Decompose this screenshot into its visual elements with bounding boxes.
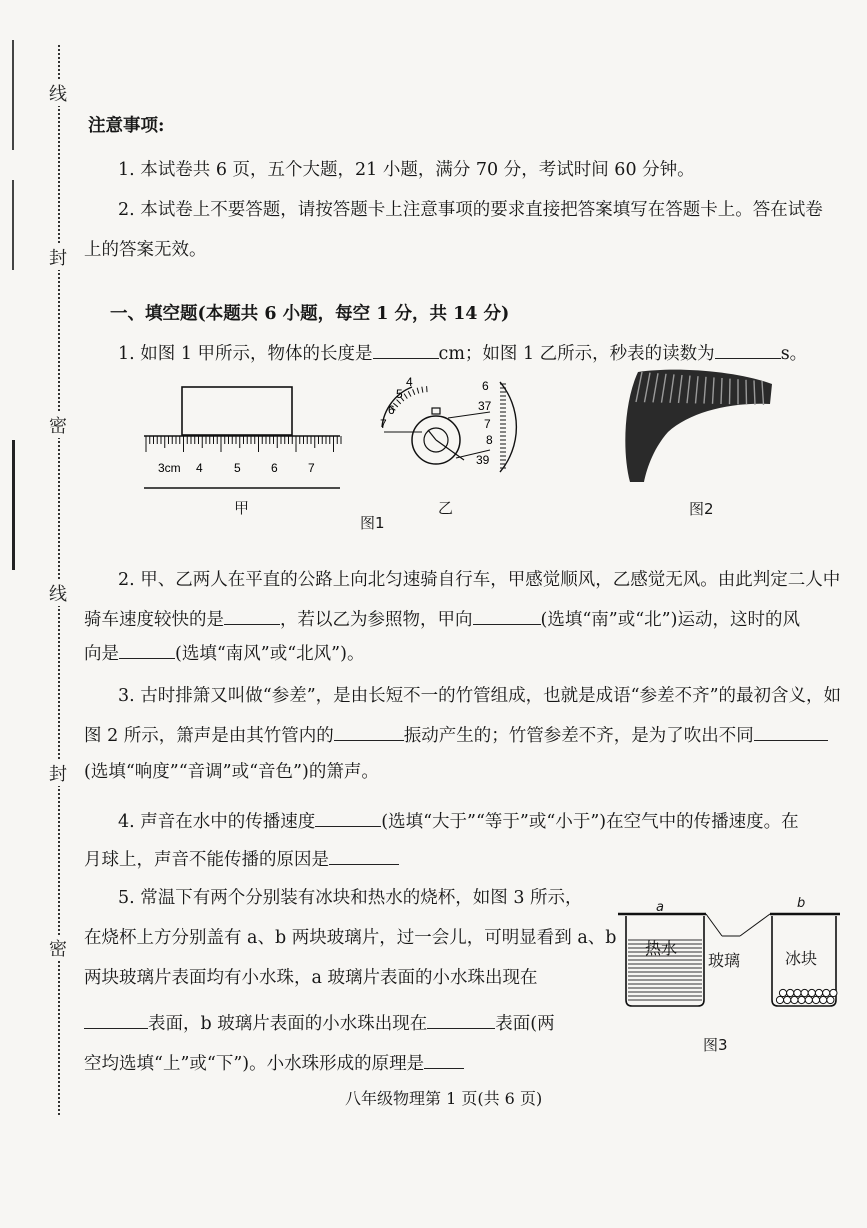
q1-text-a: 1. 如图 1 甲所示，物体的长度是 — [118, 344, 373, 364]
ruler-label: 4 — [196, 461, 203, 475]
q2-text: (选填“南”或“北”)运动，这时的风 — [540, 610, 800, 630]
label-b: b — [797, 896, 806, 911]
ruler-ticks — [146, 436, 341, 452]
q4-text: 4. 声音在水中的传播速度 — [118, 812, 316, 832]
q3-text: 图 2 所示，箫声是由其竹管内的 — [84, 726, 334, 746]
label-ice: 冰块 — [785, 949, 818, 968]
answer-blank[interactable] — [329, 848, 399, 865]
question-5-line-3: 两块玻璃片表面均有小水珠，a 玻璃片表面的小水珠出现在 — [84, 968, 538, 988]
edge-fill-line — [12, 40, 14, 150]
answer-blank[interactable] — [373, 342, 439, 359]
q2-text: 向是 — [84, 644, 119, 664]
label-glass: 玻璃 — [708, 951, 741, 970]
question-3-line-3: (选填“响度”“音调”或“音色”)的箫声。 — [84, 762, 379, 782]
section-title: 一、填空题(本题共 6 小题，每空 1 分，共 14 分) — [110, 304, 510, 324]
stopwatch-crown — [432, 408, 440, 414]
question-2-line-1: 2. 甲、乙两人在平直的公路上向北匀速骑自行车，甲感觉顺风，乙感觉无风。由此判定二人中 — [118, 570, 841, 590]
small-dial-label: 7 — [380, 417, 387, 431]
question-3-line-1: 3. 古时排箫又叫做“参差”，是由长短不一的竹管组成，也就是成语“参差不齐”的最初含义，如 — [118, 686, 842, 706]
question-4-line-1 — [118, 808, 799, 833]
label-jia: 甲 — [234, 499, 250, 517]
question-5-line-2: 在烧杯上方分别盖有 a、b 两块玻璃片，过一会儿，可明显看到 a、b — [84, 928, 617, 948]
question-2-line-3 — [84, 640, 364, 665]
large-dial-label: 39 — [476, 453, 490, 467]
large-dial-label: 8 — [486, 433, 493, 447]
measured-block — [182, 387, 292, 435]
answer-blank[interactable] — [424, 1052, 464, 1069]
ruler-label: 3cm — [158, 461, 181, 475]
q4-text: (选填“大于”“等于”或“小于”)在空气中的传播速度。在 — [381, 812, 799, 832]
q1-text-b: cm；如图 1 乙所示，秒表的读数为 — [438, 344, 715, 364]
ruler-figure — [140, 380, 350, 495]
small-dial-label: 6 — [388, 403, 395, 417]
figure-2-caption: 图2 — [689, 500, 714, 518]
label-yi: 乙 — [438, 499, 454, 517]
question-5-line-4 — [84, 1010, 555, 1035]
large-dial-label: 6 — [482, 379, 489, 393]
answer-blank[interactable] — [84, 1012, 148, 1029]
label-hot-water: 热水 — [645, 939, 678, 958]
q2-text: 骑车速度较快的是 — [84, 610, 224, 630]
ruler-label: 5 — [234, 461, 241, 475]
small-dial-label: 4 — [406, 375, 413, 389]
binding-mark: 封 — [48, 760, 68, 786]
q5-text: 表面，b 玻璃片表面的小水珠出现在 — [148, 1014, 428, 1034]
binding-mark: 线 — [48, 80, 68, 106]
binding-mark: 密 — [48, 412, 68, 438]
binding-mark: 线 — [48, 580, 68, 606]
large-dial-label: 37 — [478, 399, 492, 413]
q1-text-c: s。 — [780, 344, 808, 364]
notice-item-1: 1. 本试卷共 6 页，五个大题，21 小题，满分 70 分，考试时间 60 分钟。 — [118, 160, 695, 180]
question-4-line-2 — [84, 846, 399, 871]
ruler-label: 7 — [308, 461, 315, 475]
figure-1-caption: 图1 — [360, 514, 385, 532]
ice-cubes — [776, 989, 837, 1003]
small-dial-label: 5 — [396, 387, 403, 401]
answer-blank[interactable] — [754, 724, 828, 741]
panpipe-image — [620, 362, 780, 492]
q4-text: 月球上，声音不能传播的原因是 — [84, 850, 329, 870]
edge-fill-line — [12, 180, 14, 270]
page-footer: 八年级物理第 1 页(共 6 页) — [345, 1089, 543, 1108]
answer-blank[interactable] — [334, 724, 404, 741]
binding-mark: 密 — [48, 935, 68, 961]
ruler-label: 6 — [271, 461, 278, 475]
notice-item-2-cont: 上的答案无效。 — [84, 240, 207, 260]
answer-blank[interactable] — [224, 608, 280, 625]
answer-blank[interactable] — [473, 608, 541, 625]
edge-fill-line — [12, 440, 15, 570]
question-2-line-2 — [84, 606, 800, 631]
binding-mark: 封 — [48, 244, 68, 270]
q5-text: 表面(两 — [495, 1014, 555, 1034]
notice-item-2: 2. 本试卷上不要答题，请按答题卡上注意事项的要求直接把答案填写在答题卡上。答在试卷 — [118, 200, 823, 220]
answer-blank[interactable] — [715, 342, 781, 359]
question-5-line-1: 5. 常温下有两个分别装有冰块和热水的烧杯，如图 3 所示， — [118, 888, 583, 908]
answer-blank[interactable] — [315, 810, 381, 827]
stopwatch-figure — [372, 372, 512, 492]
answer-blank[interactable] — [119, 642, 175, 659]
label-a: a — [656, 900, 664, 915]
figure-3-caption: 图3 — [703, 1036, 728, 1054]
large-dial-label: 7 — [484, 417, 491, 431]
q3-text: 振动产生的；竹管参差不齐，是为了吹出不同 — [403, 726, 754, 746]
notice-title: 注意事项: — [88, 116, 165, 136]
answer-blank[interactable] — [427, 1012, 495, 1029]
question-5-line-5 — [84, 1050, 464, 1075]
question-3-line-2 — [84, 722, 828, 747]
q5-text: 空均选填“上”或“下”)。小水珠形成的原理是 — [84, 1054, 425, 1074]
q2-text: ，若以乙为参照物，甲向 — [280, 610, 473, 630]
q2-text: (选填“南风”或“北风”)。 — [175, 644, 365, 664]
